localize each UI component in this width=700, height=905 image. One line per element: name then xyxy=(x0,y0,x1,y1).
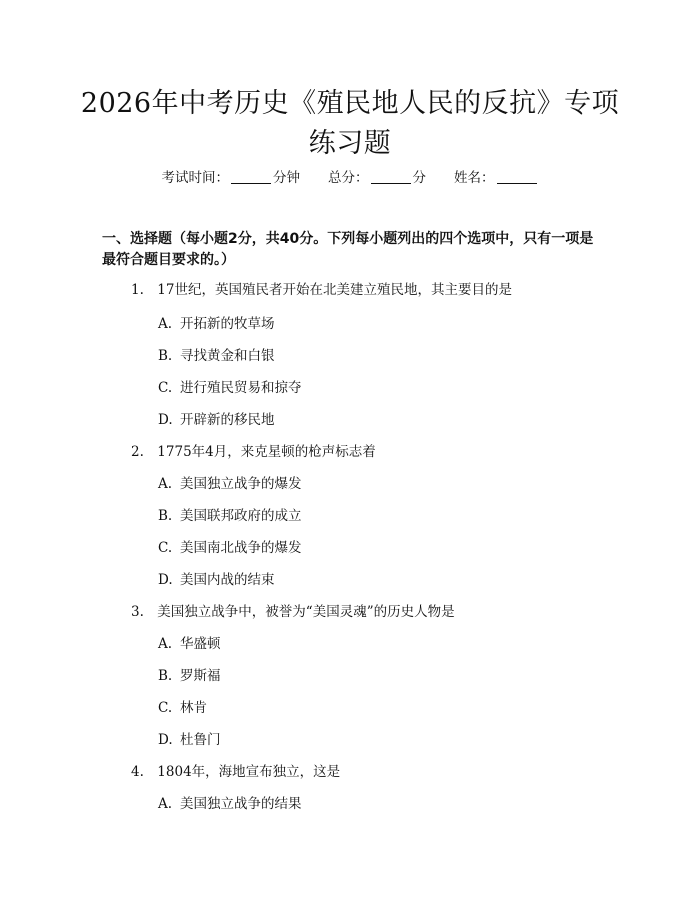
exam-time xyxy=(162,168,301,188)
option-letter: D. xyxy=(158,572,173,588)
question-1-option-a[interactable] xyxy=(158,314,275,334)
page-title xyxy=(60,84,640,164)
option-letter: D. xyxy=(158,732,173,748)
option-text: 美国独立战争的结果 xyxy=(180,796,302,812)
question-1-option-c[interactable] xyxy=(158,378,302,398)
question-2 xyxy=(131,442,376,462)
question-2-option-c[interactable] xyxy=(158,538,302,558)
option-letter: B. xyxy=(158,348,173,364)
option-text: 美国南北战争的爆发 xyxy=(180,540,302,556)
title-line-2: 练习题 xyxy=(308,128,392,159)
question-number: 4. xyxy=(131,764,144,780)
name-blank[interactable] xyxy=(497,169,537,184)
time-label: 考试时间： xyxy=(161,170,229,186)
name-label: 姓名： xyxy=(454,170,495,186)
option-letter: A. xyxy=(158,796,173,812)
score-unit: 分 xyxy=(412,170,426,186)
section-heading: 一、选择题（每小题2分，共40分。下列每小题列出的四个选项中，只有一项是最符合题目要求的。） xyxy=(102,231,594,268)
exam-meta xyxy=(0,168,700,188)
question-1-option-d[interactable] xyxy=(158,410,275,430)
question-3-option-b[interactable] xyxy=(158,666,221,686)
question-text: 1804年，海地宣布独立，这是 xyxy=(157,764,341,780)
option-text: 美国独立战争的爆发 xyxy=(180,476,302,492)
question-number: 2. xyxy=(131,444,144,460)
option-text: 罗斯福 xyxy=(180,668,221,684)
option-letter: C. xyxy=(158,700,173,716)
option-text: 华盛顿 xyxy=(180,636,221,652)
score-label: 总分： xyxy=(328,170,369,186)
title-line-1: 2026年中考历史《殖民地人民的反抗》专项 xyxy=(80,88,620,119)
total-score xyxy=(328,168,426,188)
question-1 xyxy=(131,280,512,300)
option-text: 开拓新的牧草场 xyxy=(180,316,275,332)
student-name xyxy=(454,168,539,188)
option-text: 进行殖民贸易和掠夺 xyxy=(180,380,302,396)
time-unit: 分钟 xyxy=(273,170,300,186)
question-3 xyxy=(131,602,455,622)
question-3-option-a[interactable] xyxy=(158,634,221,654)
question-3-option-d[interactable] xyxy=(158,730,221,750)
option-letter: A. xyxy=(158,636,173,652)
option-text: 林肯 xyxy=(180,700,207,716)
question-text: 1775年4月，来克星顿的枪声标志着 xyxy=(157,444,376,460)
option-letter: B. xyxy=(158,668,173,684)
option-letter: A. xyxy=(158,316,173,332)
question-1-option-b[interactable] xyxy=(158,346,275,366)
question-number: 3. xyxy=(131,604,144,620)
question-2-option-a[interactable] xyxy=(158,474,302,494)
option-text: 美国联邦政府的成立 xyxy=(180,508,302,524)
option-text: 寻找黄金和白银 xyxy=(180,348,275,364)
time-blank[interactable] xyxy=(231,169,271,184)
question-2-option-d[interactable] xyxy=(158,570,275,590)
option-text: 美国内战的结束 xyxy=(180,572,275,588)
question-4 xyxy=(131,762,340,782)
option-letter: C. xyxy=(158,380,173,396)
question-3-option-c[interactable] xyxy=(158,698,207,718)
option-letter: C. xyxy=(158,540,173,556)
question-text: 17世纪，英国殖民者开始在北美建立殖民地，其主要目的是 xyxy=(157,282,512,298)
question-4-option-a[interactable] xyxy=(158,794,302,814)
option-letter: D. xyxy=(158,412,173,428)
question-text: 美国独立战争中，被誉为“美国灵魂”的历史人物是 xyxy=(157,604,455,620)
option-letter: B. xyxy=(158,508,173,524)
option-letter: A. xyxy=(158,476,173,492)
score-blank[interactable] xyxy=(371,169,411,184)
question-number: 1. xyxy=(131,282,144,298)
question-2-option-b[interactable] xyxy=(158,506,302,526)
option-text: 开辟新的移民地 xyxy=(180,412,275,428)
option-text: 杜鲁门 xyxy=(180,732,221,748)
